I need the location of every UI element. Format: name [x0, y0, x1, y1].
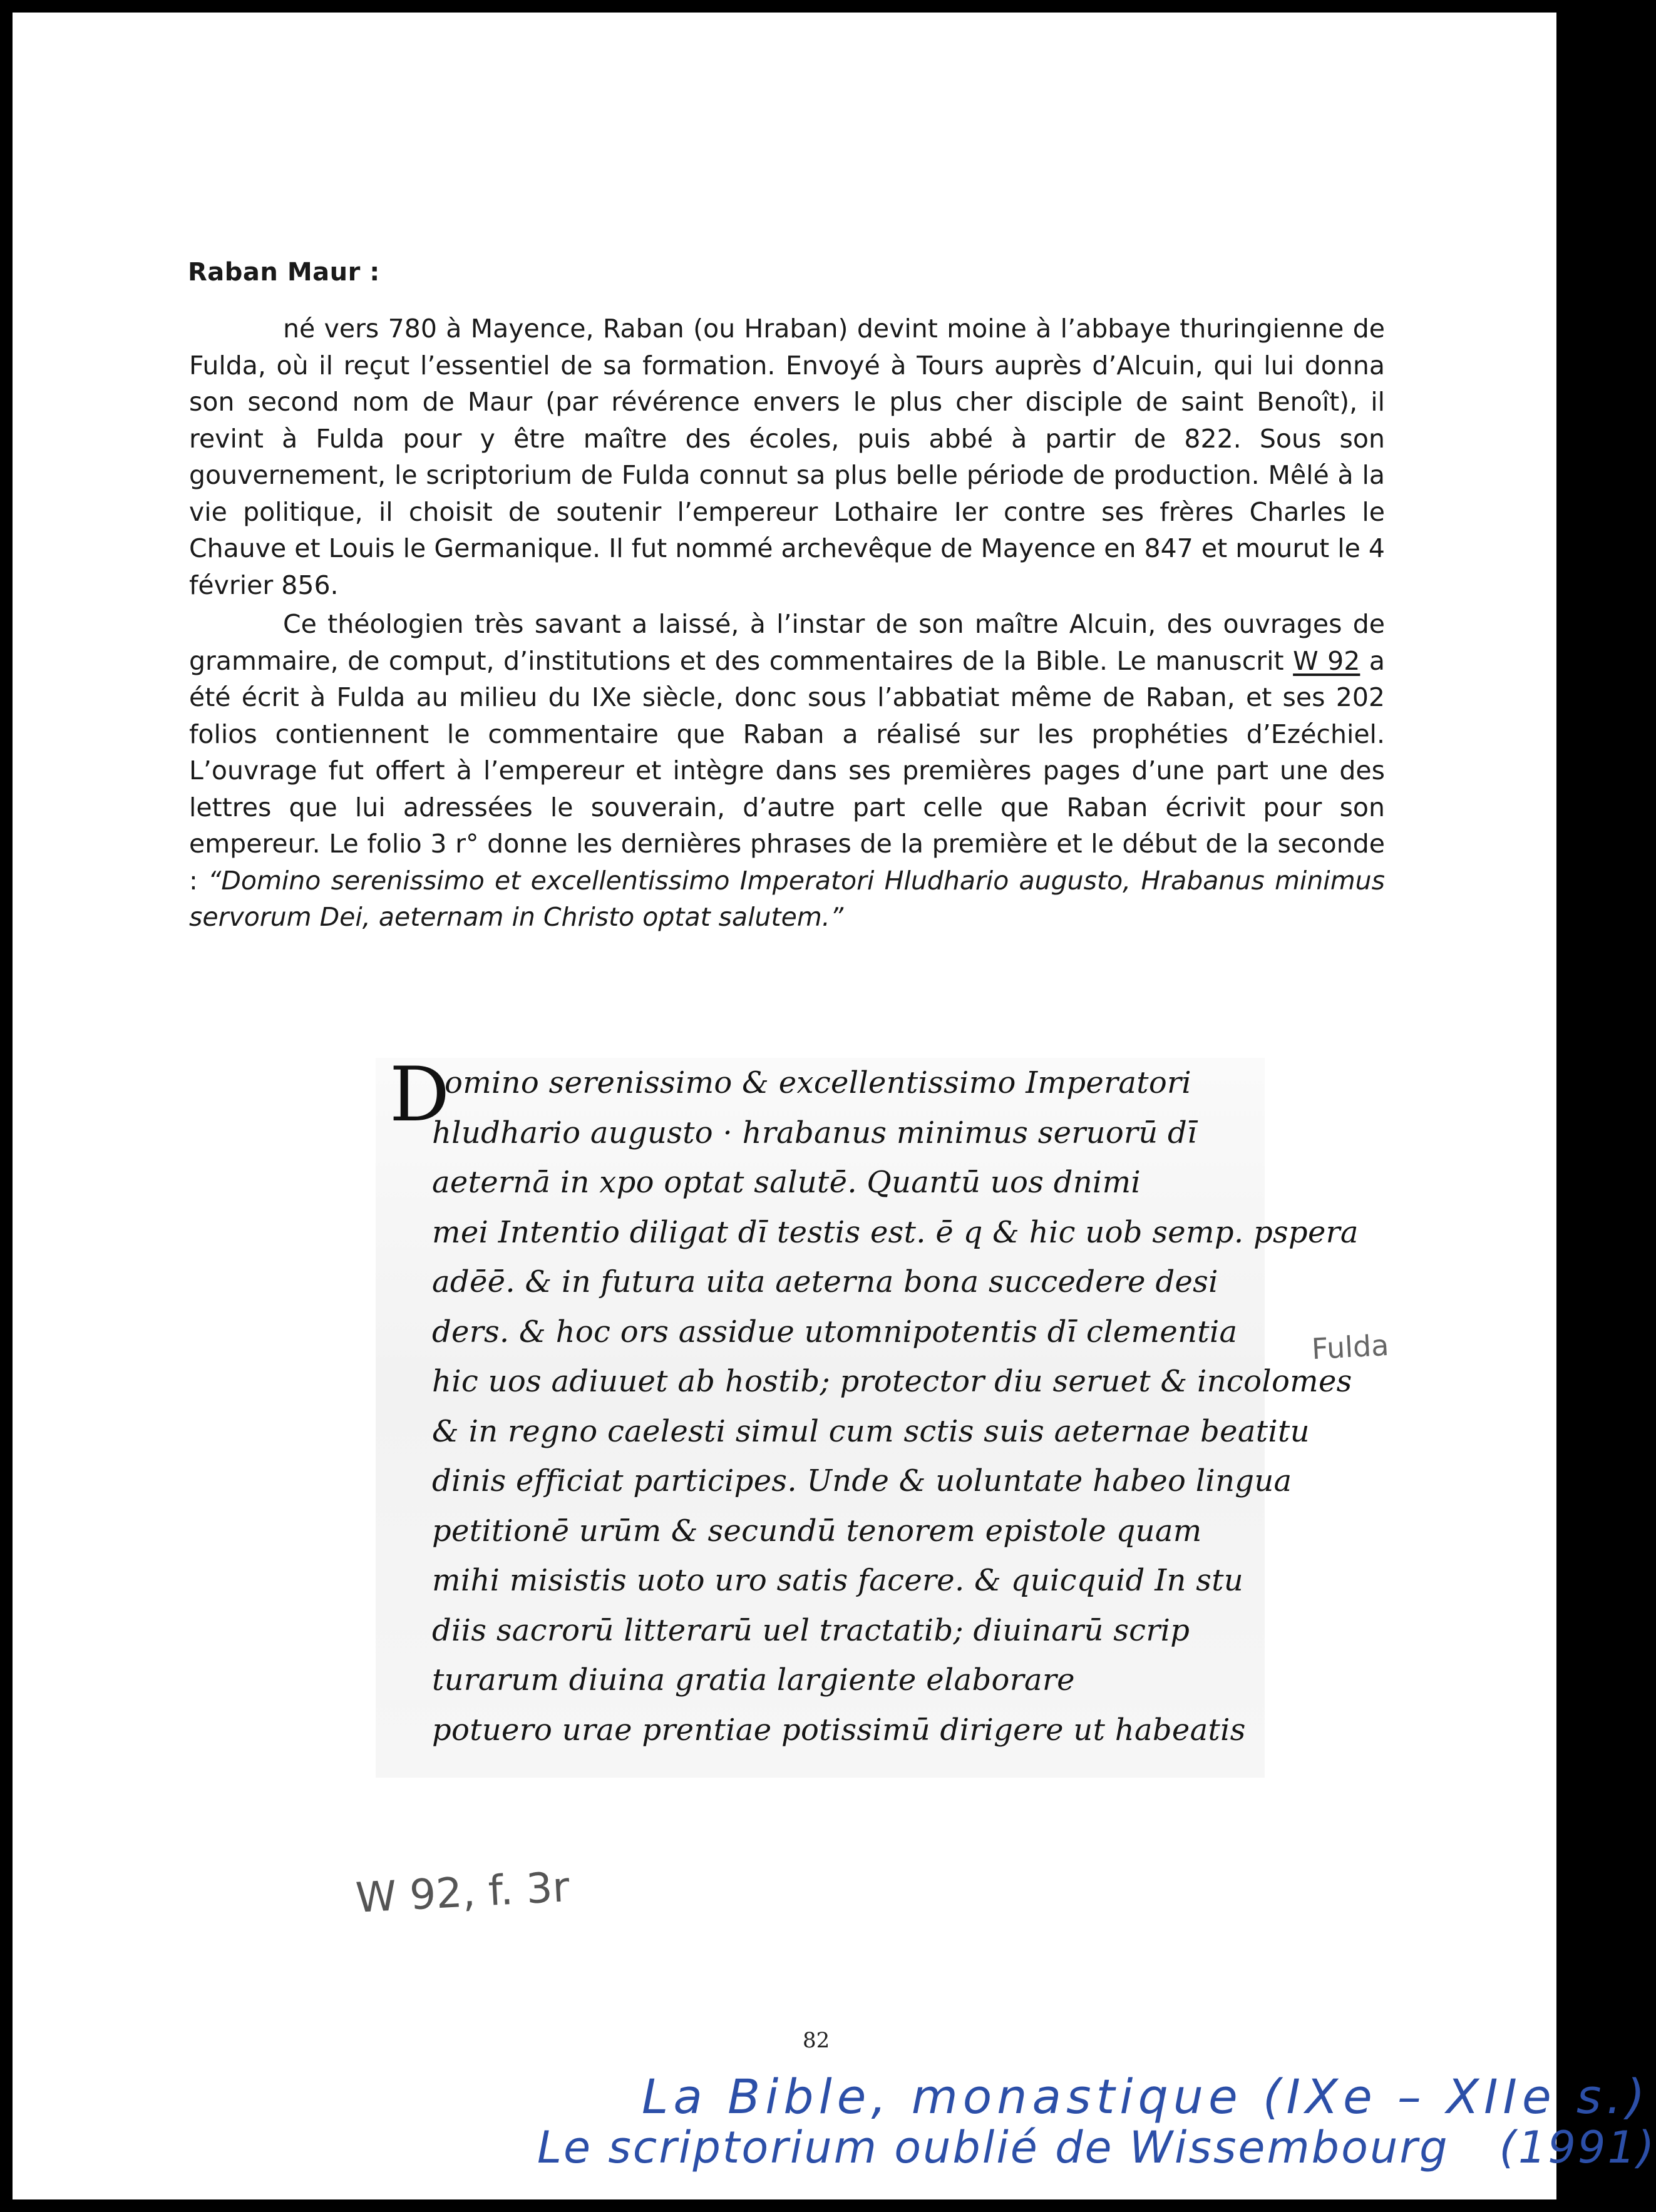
manuscript-line: aeternā in xpo optat salutē. Quantū uos dnimi	[432, 1165, 1141, 1200]
paragraph-biography-text: né vers 780 à Mayence, Raban (ou Hraban) devint moine à l’abbaye thuringienne de Fulda, où il reçut l’essentiel de sa formation. Envoyé à Tours auprès d’Alcuin, qui lui donna son second nom de Maur (par révérence envers le plus cher disciple de saint Benoît), il revint à Fulda pour y être maître des écoles, puis abbé à partir de 822. Sous son gouvernement, le scriptorium de Fulda connut sa plus belle période de production. Mêlé à la vie politique, il choisit de soutenir l’empereur Lothaire Ier contre ses frères Charles le Chauve et Louis le Germanique. Il fut nommé archevêque de Mayence en 847 et mourut le 4 février 856.	[189, 314, 1385, 600]
paragraph-biography	[189, 310, 1385, 603]
manuscript-line: petitionē urūm & secundū tenorem epistole quam	[432, 1513, 1202, 1549]
page-number: 82	[803, 2028, 830, 2053]
manuscript-line: mei Intentio diligat dī testis est. ē q & hic uob semp. pspera	[432, 1214, 1359, 1250]
manuscript-reference: W 92	[1293, 645, 1360, 676]
manuscript-line: mihi misistis uoto uro satis facere. & quicquid In stu	[432, 1563, 1244, 1598]
handwritten-subtitle-text: Le scriptorium oublié de Wissembourg	[537, 2122, 1449, 2173]
manuscript-line: hludhario augusto · hrabanus minimus seruorū dī	[432, 1115, 1197, 1150]
handwritten-book-title: La Bible, monastique (IXe – XIIe s.)	[642, 2069, 1650, 2124]
manuscript-initial: D	[389, 1052, 450, 1139]
section-heading: Raban Maur :	[188, 258, 380, 287]
paragraph-manuscript-text-before: Ce théologien très savant a laissé, à l’instar de son maître Alcuin, des ouvrages de grammaire, de comput, d’institutions et des commentaires de la Bible. Le manuscrit	[189, 609, 1385, 676]
manuscript-line: ders. & hoc ors assidue utomnipotentis dī clementia	[432, 1314, 1238, 1349]
manuscript-line: turarum diuina gratia largiente elaborare	[432, 1662, 1075, 1697]
manuscript-line: potuero urae prentiae potissimū dirigere ut habeatis	[432, 1712, 1246, 1748]
handwritten-shelfmark: W 92, f. 3r	[354, 1863, 571, 1922]
margin-note-fulda: Fulda	[1310, 1328, 1390, 1366]
handwritten-year: (1991)	[1499, 2122, 1656, 2173]
manuscript-line: adēē. & in futura uita aeterna bona succedere desi	[432, 1264, 1218, 1299]
manuscript-line: diis sacrorū litterarū uel tractatib; diuinarū scrip	[432, 1612, 1190, 1648]
manuscript-line: hic uos adiuuet ab hostib; protector diu seruet & incolomes	[432, 1364, 1352, 1399]
paragraph-manuscript	[189, 606, 1385, 936]
paragraph-manuscript-text-after: a été écrit à Fulda au milieu du IXe siècle, donc sous l’abbatiat même de Raban, et ses 202 folios contiennent le commentaire que Raban a réalisé sur les prophéties d’Ezéchiel. L’ouvrage fut offert à l’empereur et intègre dans ses premières pages d’une part une des lettres que lui adressées le souverain, d’autre part celle que Raban écrivit pour son empereur. Le folio 3 r° donne les dernières phrases de la première et le début de la seconde :	[189, 645, 1385, 896]
document-page	[13, 13, 1656, 2199]
handwritten-book-subtitle	[537, 2122, 1656, 2173]
latin-quote: “Domino serenissimo et excellentissimo Imperatori Hludhario augusto, Hrabanus minimus servorum Dei, aeternam in Christo optat salutem.”	[189, 865, 1385, 932]
manuscript-line: omino serenissimo & excellentissimo Imperatori	[445, 1065, 1191, 1100]
manuscript-line: dinis efficiat participes. Unde & uoluntate habeo lingua	[432, 1463, 1292, 1498]
manuscript-line: & in regno caelesti simul cum sctis suis aeternae beatitu	[432, 1413, 1310, 1449]
